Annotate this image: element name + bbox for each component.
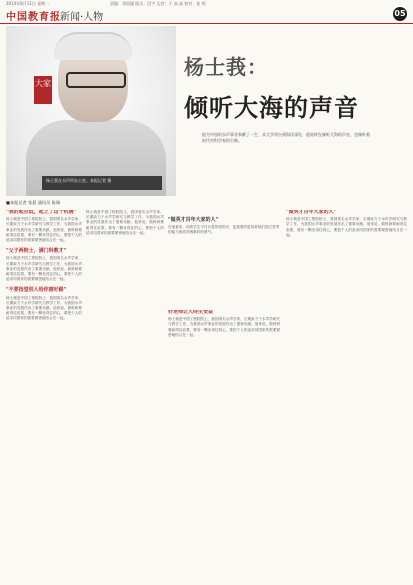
pull-quote: [168, 218, 280, 306]
masthead: [6, 8, 407, 22]
photo-caption: 杨士莪在水声所办公室。本报记者 摄: [42, 176, 162, 190]
body-text-4: 杨士莪是中国工程院院士，我国著名水声学家，长期致力于水声学研究与教学工作，为我国水声事业的发展作出了重要贡献。他常说，做科研要耐得住寂寞，要有一颗坐得住的心，要把个人的追求同国家的需要紧密地结合在一起。: [86, 210, 164, 235]
hero-section: [6, 26, 407, 196]
subhead-3: "不要指望别人给你画好路": [6, 287, 67, 294]
body-text-1: 杨士莪是中国工程院院士，我国著名水声学家，长期致力于水声学研究与教学工作，为我国水声事业的发展作出了重要贡献。他常说，做科研要耐得住寂寞，要有一颗坐得住的心，要把个人的追求同国家的需要紧密地结合在一起。: [6, 217, 82, 243]
page-number-badge: 05: [393, 7, 407, 21]
masthead-rule: [0, 23, 413, 24]
pull-quote-body: 在他看来，培养学生不仅仅是传授知识，更重要的是培养他们独立思考的能力和面对困难时的勇气。: [168, 225, 280, 235]
column-kicker-badge: 大家: [34, 76, 52, 104]
subhead-2: "父子两院士，满门科教才": [6, 248, 67, 255]
headline-dek: 他为中国的水声事业奉献了一生，从大学讲台到海洋深处，他始终在倾听大海的声音，也倾听着时代对科学家的召唤。: [202, 132, 370, 143]
page-topbar: [0, 0, 413, 7]
newspaper-logo: 中国教育报: [6, 12, 61, 23]
portrait-glasses: [66, 72, 126, 88]
body-text-2: 杨士莪是中国工程院院士，我国著名水声学家，长期致力于水声学研究与教学工作，为我国水声事业的发展作出了重要贡献。他常说，做科研要耐得住寂寞，要有一颗坐得住的心，要把个人的追求同国家的需要紧密地结合在一起。: [6, 256, 82, 282]
headline-name: 杨士莪：: [184, 55, 268, 79]
editor-credits: 责编：刘雨涵 版式：段宇 运营：于 高 高 校对：张 明: [110, 1, 206, 6]
article-column-4: [286, 210, 407, 580]
section-name: 新闻·人物: [60, 12, 104, 23]
subhead-4: "做英才百年大家的人": [286, 210, 337, 215]
headline-main: 倾听大海的声音: [184, 93, 359, 122]
issue-date: 2014年8月11日 星期一: [6, 1, 50, 6]
article-column-1: [6, 210, 82, 580]
portrait-hair: [54, 32, 132, 60]
body-text-3: 杨士莪是中国工程院院士，我国著名水声学家，长期致力于水声学研究与教学工作，为我国水声事业的发展作出了重要贡献。他常说，做科研要耐得住寂寞，要有一颗坐得住的心，要把个人的追求同国家的需要紧密地结合在一起。: [6, 295, 82, 321]
subhead-1: "我的起点低，起上了这个机遇": [6, 210, 77, 215]
article-byline: ■本报记者 张晨 通讯员 陈瑞: [6, 200, 61, 205]
portrait-photo: [6, 26, 176, 196]
article-column-2: [86, 210, 164, 580]
body-text-6: 杨士莪是中国工程院院士，我国著名水声学家，长期致力于水声学研究与教学工作，为我国水声事业的发展作出了重要贡献。他常说，做科研要耐得住寂寞，要有一颗坐得住的心，要把个人的追求同国家的需要紧密地结合在一起。: [286, 217, 407, 237]
body-text-5: 杨士莪是中国工程院院士，我国著名水声学家，长期致力于水声学研究与教学工作，为我国水声事业的发展作出了重要贡献。他常说，做科研要耐得住寂寞，要有一颗坐得住的心，要把个人的追求同国家的需要紧密地结合在一起。: [168, 317, 280, 337]
subhead-5: 好老师让人终生受益: [168, 310, 214, 315]
article-column-3: [168, 310, 280, 580]
pull-quote-title: "做英才百年大家的人": [168, 217, 219, 223]
